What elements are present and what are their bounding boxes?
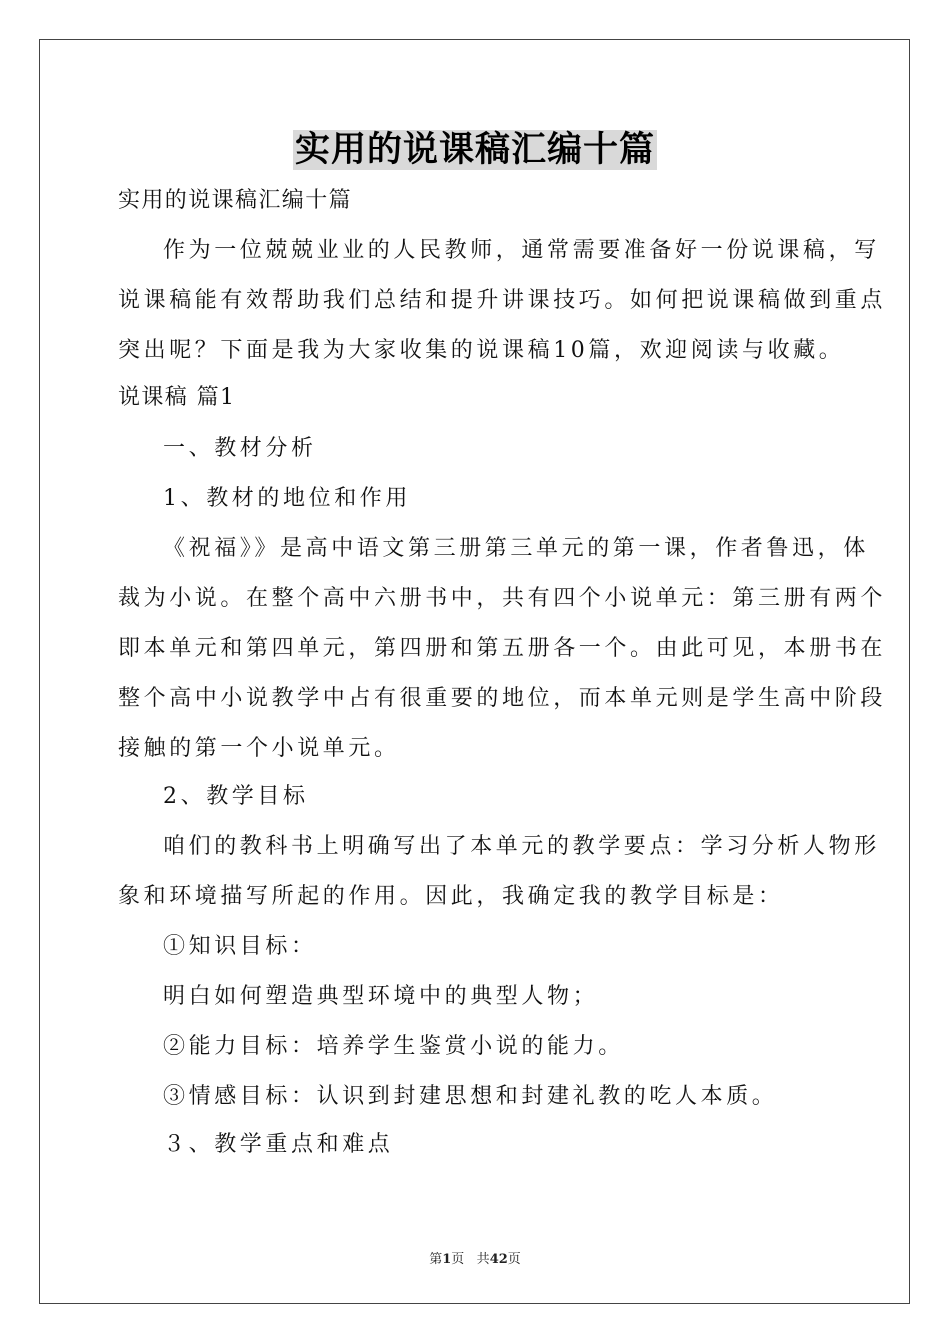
- list-item: ①知识目标：: [163, 934, 317, 959]
- page-footer: [0, 1248, 950, 1267]
- paragraph-line: 咱们的教科书上明确写出了本单元的教学要点：学习分析人物形: [163, 834, 880, 859]
- page-border: [39, 39, 910, 1304]
- paragraph-line: 裁为小说。在整个高中六册书中，共有四个小说单元：第三册有两个: [118, 586, 887, 611]
- paragraph-line: 接触的第一个小说单元。: [118, 736, 400, 761]
- document-title: 实用的说课稿汇编十篇: [294, 129, 655, 170]
- subsection-heading: ３、教学重点和难点: [163, 1132, 394, 1157]
- subsection-heading: 1、教材的地位和作用: [163, 486, 411, 511]
- paragraph-line: 说课稿能有效帮助我们总结和提升讲课技巧。如何把说课稿做到重点: [118, 288, 887, 313]
- list-item: 明白如何塑造典型环境中的典型人物；: [163, 984, 599, 1009]
- paragraph-line: 象和环境描写所起的作用。因此，我确定我的教学目标是：: [118, 884, 784, 909]
- page-suffix: 页: [451, 1252, 465, 1267]
- section-heading: 一、教材分析: [163, 436, 317, 461]
- paragraph-line: 《祝福》》是高中语文第三册第三单元的第一课，作者鲁迅，体: [163, 536, 869, 561]
- list-item: ③情感目标：认识到封建思想和封建礼教的吃人本质。: [163, 1084, 778, 1109]
- subsection-heading: 2、教学目标: [163, 784, 309, 809]
- title-container: [0, 130, 950, 170]
- total-prefix: 共: [476, 1252, 490, 1267]
- total-suffix: 页: [507, 1252, 521, 1267]
- total-pages: 42: [489, 1252, 508, 1267]
- list-item: ②能力目标：培养学生鉴赏小说的能力。: [163, 1034, 624, 1059]
- paragraph-line: 整个高中小说教学中占有很重要的地位，而本单元则是学生高中阶段: [118, 686, 887, 711]
- paragraph-line: 作为一位兢兢业业的人民教师，通常需要准备好一份说课稿，写: [163, 238, 880, 263]
- paragraph-line: 即本单元和第四单元，第四册和第五册各一个。由此可见，本册书在: [118, 636, 887, 661]
- paragraph-line: 突出呢？下面是我为大家收集的说课稿10篇，欢迎阅读与收藏。: [118, 338, 845, 363]
- page-prefix: 第: [429, 1252, 443, 1267]
- page-number: 1: [442, 1252, 452, 1267]
- document-subtitle: 实用的说课稿汇编十篇: [118, 188, 353, 213]
- section-heading: 说课稿 篇1: [118, 385, 236, 410]
